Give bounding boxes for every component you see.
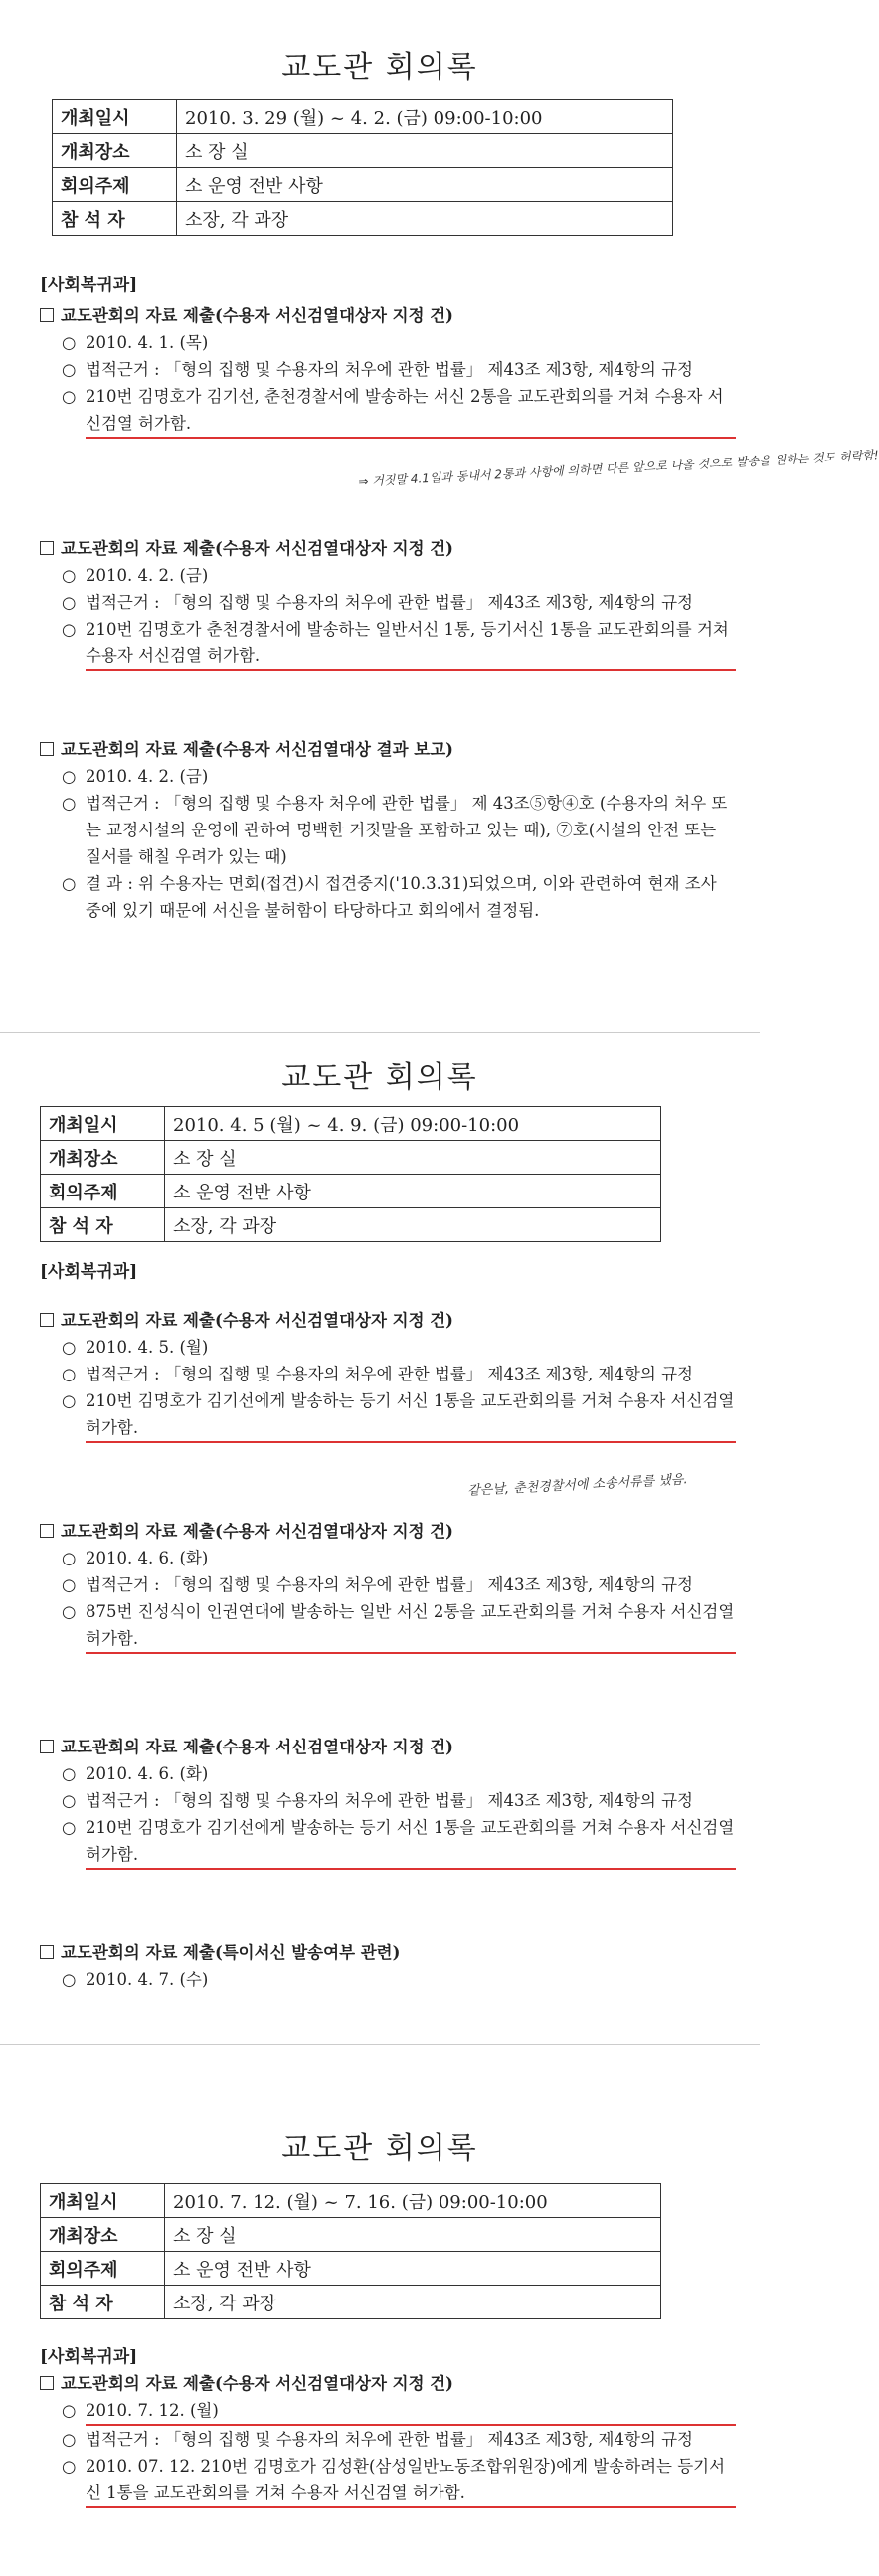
meta-label: 회의주제 (41, 1175, 165, 1208)
agenda-heading: 교도관회의 자료 제출(수용자 서신검열대상자 지정 건) (61, 306, 453, 325)
checkbox-square-icon (40, 2376, 54, 2390)
agenda-heading: 교도관회의 자료 제출(수용자 서신검열대상자 지정 건) (61, 1311, 453, 1330)
department-label: [사회복귀과] (40, 1262, 138, 1282)
circle-bullet-icon: ○ (62, 1970, 77, 1989)
meta-label: 개최장소 (41, 2218, 165, 2252)
agenda-item (40, 1307, 736, 1443)
meta-label: 회의주제 (41, 2252, 165, 2286)
checkbox-square-icon (40, 1313, 54, 1327)
circle-bullet-icon: ○ (62, 1764, 77, 1783)
meta-value: 소 장 실 (177, 134, 673, 168)
agenda-line: 2010. 4. 2. (금) (86, 767, 209, 786)
page-title: 교도관 회의록 (281, 2131, 478, 2166)
agenda-item (40, 302, 736, 439)
checkbox-square-icon (40, 1740, 54, 1753)
circle-bullet-icon: ○ (62, 566, 77, 585)
meeting-info-table (52, 99, 673, 236)
agenda-heading: 교도관회의 자료 제출(수용자 서신검열대상 결과 보고) (61, 740, 453, 759)
circle-bullet-icon: ○ (62, 2401, 77, 2420)
meta-value: 소 장 실 (165, 2218, 661, 2252)
agenda-line: 2010. 07. 12. 210번 김명호가 김성환(삼성일반노동조합위원장)에게 발송하려는 등기서신 1통을 교도관회의를 거쳐 수용자 서신검열 허가함. (86, 2453, 736, 2508)
agenda-item (40, 2370, 736, 2508)
circle-bullet-icon: ○ (62, 620, 77, 639)
meta-label: 참 석 자 (41, 1208, 165, 1242)
agenda-line: 2010. 4. 2. (금) (86, 566, 209, 585)
agenda-line: 법적근거 : 「형의 집행 및 수용자 처우에 관한 법률」 제 43조⑤항④호 (수용자의 처우 또는 교정시설의 운영에 관하여 명백한 거짓말을 포함하고 있는 때), ⑦호(시설의 안전 또는 질서를 해칠 우려가 있는 때) (86, 794, 728, 866)
circle-bullet-icon: ○ (62, 333, 77, 352)
checkbox-square-icon (40, 308, 54, 322)
agenda-line: 210번 김명호가 춘천경찰서에 발송하는 일반서신 1통, 등기서신 1통을 교도관회의를 거쳐 수용자 서신검열 허가함. (86, 616, 736, 671)
agenda-line: 210번 김명호가 김기선에게 발송하는 등기 서신 1통을 교도관회의를 거쳐 수용자 서신검열 허가함. (86, 1387, 736, 1443)
checkbox-square-icon (40, 1524, 54, 1538)
meta-label: 개최장소 (41, 1141, 165, 1175)
meta-value: 2010. 4. 5 (월) ~ 4. 9. (금) 09:00-10:00 (165, 1107, 661, 1141)
circle-bullet-icon: ○ (62, 1818, 77, 1837)
meta-value: 소 장 실 (165, 1141, 661, 1175)
circle-bullet-icon: ○ (62, 1365, 77, 1383)
checkbox-square-icon (40, 1945, 54, 1959)
meta-label: 참 석 자 (53, 202, 177, 236)
minutes-sheet-2 (0, 1032, 760, 2044)
handwritten-note: ⇒ 거짓말 4.1일과 동내서 2통과 사항에 의하면 다른 앞으로 나올 것으로 발송을 원하는 것도 허락함! (358, 448, 879, 489)
meta-value: 2010. 7. 12. (월) ~ 7. 16. (금) 09:00-10:00 (165, 2184, 661, 2218)
agenda-line: 2010. 4. 5. (월) (86, 1338, 209, 1357)
circle-bullet-icon: ○ (62, 1602, 77, 1621)
meta-label: 개최일시 (41, 1107, 165, 1141)
circle-bullet-icon: ○ (62, 794, 77, 813)
meta-label: 개최일시 (53, 100, 177, 134)
circle-bullet-icon: ○ (62, 1391, 77, 1410)
agenda-line: 210번 김명호가 김기선, 춘천경찰서에 발송하는 서신 2통을 교도관회의를 거쳐 수용자 서신검열 허가함. (86, 383, 736, 439)
circle-bullet-icon: ○ (62, 1791, 77, 1810)
circle-bullet-icon: ○ (62, 593, 77, 612)
meta-label: 개최장소 (53, 134, 177, 168)
agenda-line: 875번 진성식이 인권연대에 발송하는 일반 서신 2통을 교도관회의를 거쳐 수용자 서신검열 허가함. (86, 1598, 736, 1654)
agenda-heading: 교도관회의 자료 제출(수용자 서신검열대상자 지정 건) (61, 2374, 453, 2393)
department-label: [사회복귀과] (40, 2347, 138, 2367)
meta-value: 2010. 3. 29 (월) ~ 4. 2. (금) 09:00-10:00 (177, 100, 673, 134)
agenda-line: 법적근거 : 「형의 집행 및 수용자의 처우에 관한 법률」 제43조 제3항, 제4항의 규정 (86, 1575, 693, 1594)
page-title: 교도관 회의록 (281, 50, 478, 85)
agenda-line: 법적근거 : 「형의 집행 및 수용자의 처우에 관한 법률」 제43조 제3항, 제4항의 규정 (86, 360, 693, 379)
circle-bullet-icon: ○ (62, 767, 77, 786)
meta-value: 소 운영 전반 사항 (165, 1175, 661, 1208)
agenda-line: 법적근거 : 「형의 집행 및 수용자의 처우에 관한 법률」 제43조 제3항, 제4항의 규정 (86, 2430, 693, 2449)
agenda-heading: 교도관회의 자료 제출(수용자 서신검열대상자 지정 건) (61, 1738, 453, 1756)
meeting-info-table (40, 2183, 661, 2319)
circle-bullet-icon: ○ (62, 1338, 77, 1357)
handwritten-note: 같은날, 춘천경찰서에 소송서류를 냈음. (466, 1472, 688, 1499)
circle-bullet-icon: ○ (62, 2457, 77, 2476)
agenda-item (40, 535, 736, 671)
department-label: [사회복귀과] (40, 276, 138, 295)
agenda-line: 법적근거 : 「형의 집행 및 수용자의 처우에 관한 법률」 제43조 제3항, 제4항의 규정 (86, 1365, 693, 1383)
meeting-info-table (40, 1106, 661, 1242)
agenda-line: 2010. 4. 1. (목) (86, 333, 209, 352)
meta-label: 참 석 자 (41, 2286, 165, 2319)
meta-value: 소 운영 전반 사항 (165, 2252, 661, 2286)
agenda-line: 결 과 : 위 수용자는 면회(접견)시 접견중지('10.3.31)되었으며, 이와 관련하여 현재 조사 중에 있기 때문에 서신을 불허함이 타당하다고 회의에서 결정됨. (86, 874, 717, 920)
minutes-sheet-1 (0, 0, 879, 1032)
circle-bullet-icon: ○ (62, 2430, 77, 2449)
agenda-line: 210번 김명호가 김기선에게 발송하는 등기 서신 1통을 교도관회의를 거쳐 수용자 서신검열 허가함. (86, 1814, 736, 1870)
circle-bullet-icon: ○ (62, 387, 77, 406)
meta-value: 소 운영 전반 사항 (177, 168, 673, 202)
agenda-line: 2010. 7. 12. (월) (86, 2397, 736, 2426)
circle-bullet-icon: ○ (62, 874, 77, 893)
minutes-sheet-3 (0, 2044, 760, 2576)
agenda-heading: 교도관회의 자료 제출(수용자 서신검열대상자 지정 건) (61, 539, 453, 558)
meta-value: 소장, 각 과장 (165, 1208, 661, 1242)
agenda-heading: 교도관회의 자료 제출(특이서신 발송여부 관련) (61, 1943, 401, 1962)
circle-bullet-icon: ○ (62, 1575, 77, 1594)
agenda-item (40, 1734, 736, 1870)
agenda-item (40, 736, 736, 924)
page-title: 교도관 회의록 (281, 1060, 478, 1095)
agenda-line: 법적근거 : 「형의 집행 및 수용자의 처우에 관한 법률」 제43조 제3항, 제4항의 규정 (86, 593, 693, 612)
meta-value: 소장, 각 과장 (165, 2286, 661, 2319)
meta-label: 개최일시 (41, 2184, 165, 2218)
agenda-line: 2010. 4. 6. (화) (86, 1764, 209, 1783)
agenda-item (40, 1518, 736, 1654)
agenda-heading: 교도관회의 자료 제출(수용자 서신검열대상자 지정 건) (61, 1522, 453, 1541)
circle-bullet-icon: ○ (62, 360, 77, 379)
checkbox-square-icon (40, 541, 54, 555)
checkbox-square-icon (40, 742, 54, 756)
agenda-line: 2010. 4. 6. (화) (86, 1549, 209, 1567)
meta-label: 회의주제 (53, 168, 177, 202)
agenda-line: 2010. 4. 7. (수) (86, 1970, 209, 1989)
agenda-line: 법적근거 : 「형의 집행 및 수용자의 처우에 관한 법률」 제43조 제3항, 제4항의 규정 (86, 1791, 693, 1810)
meta-value: 소장, 각 과장 (177, 202, 673, 236)
agenda-item (40, 1939, 736, 1993)
circle-bullet-icon: ○ (62, 1549, 77, 1567)
